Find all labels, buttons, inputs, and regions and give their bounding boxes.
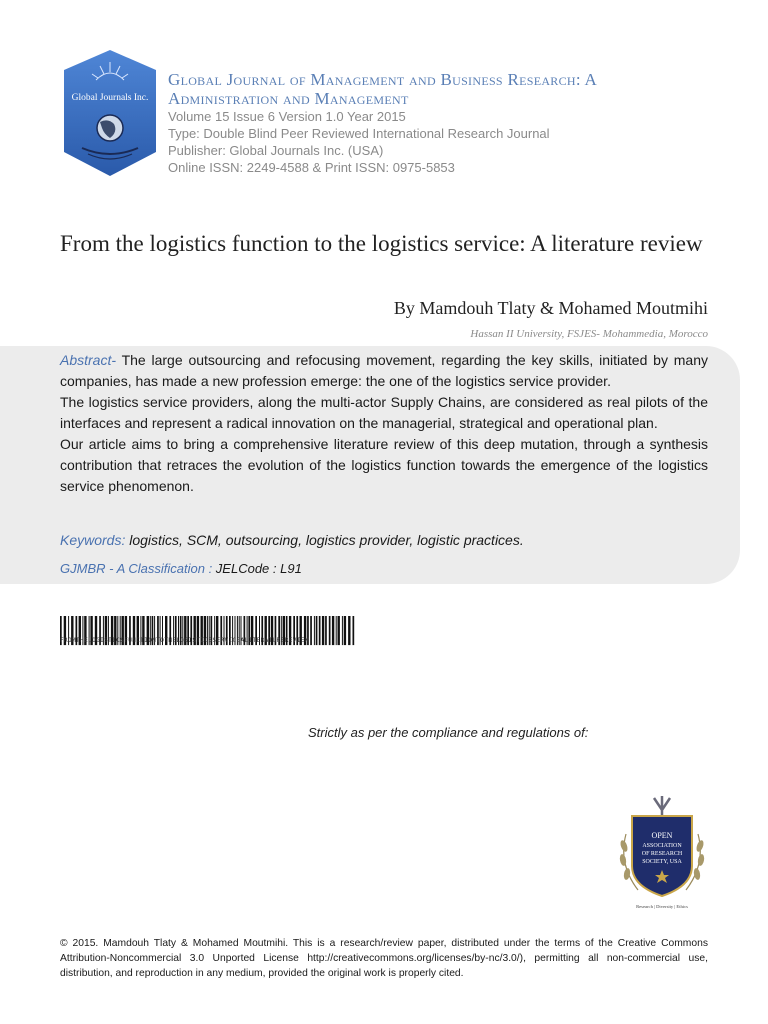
compliance-statement: Strictly as per the compliance and regulations of: (308, 725, 589, 740)
journal-volume: Volume 15 Issue 6 Version 1.0 Year 2015 (168, 109, 406, 124)
abstract-label: Abstract- (60, 352, 117, 368)
keywords-label: Keywords: (60, 532, 126, 548)
barcode-caption: FROMTHELOGISTICSFUNCTIONTOTHELOGISTICSSERVICEALITERATUREREVIEW (60, 637, 309, 644)
paper-affiliation: Hassan II University, FSJES- Mohammedia, Morocco (470, 328, 708, 340)
logo-text: Global Journals Inc. (71, 93, 149, 103)
journal-type: Type: Double Blind Peer Reviewed International Research Journal (168, 126, 550, 141)
copyright-notice: © 2015. Mamdouh Tlaty & Mohamed Moutmihi. This is a research/review paper, distributed under the terms of the Creative Commons Attribution-Noncommercial 3.0 Unported License http://creativecommons.org/licenses/by-nc/3.0/), permitting all non-commercial use, distribution, and reproduction in any medium, provided the original work is properly cited. (60, 938, 708, 979)
keywords (60, 530, 708, 550)
seal-line-1: OPEN (651, 831, 673, 840)
abstract (60, 350, 708, 497)
journal-publisher: Publisher: Global Journals Inc. (USA) (168, 143, 384, 158)
paper-title: From the logistics function to the logistics service: A literature review (60, 231, 703, 256)
oars-seal (612, 794, 712, 912)
paper-authors: By Mamdouh Tlaty & Mohamed Moutmihi (393, 298, 708, 318)
seal-line-4: SOCIETY, USA (642, 859, 682, 865)
keywords-value: logistics, SCM, outsourcing, logistics provider, logistic practices. (125, 532, 524, 548)
classification-value: JELCode : L91 (212, 561, 302, 576)
abstract-paragraph-2: The logistics service providers, along the multi-actor Supply Chains, are considered as real pilots of the interfaces and represent a radical innovation on the managerial, strategical and operational plan. (60, 394, 708, 431)
journal-header (168, 70, 728, 176)
journal-issn: Online ISSN: 2249-4588 & Print ISSN: 0975-5853 (168, 160, 455, 175)
journal-title-line1: Global Journal of Management and Business Research: A (168, 70, 598, 89)
journal-logo (60, 48, 160, 178)
abstract-paragraph-1: The large outsourcing and refocusing movement, regarding the key skills, initiated by many companies, has made a new profession emerge: the one of the logistics service provider. (60, 352, 708, 389)
seal-footer: Research | Diversity | Ethics (636, 904, 688, 909)
abstract-paragraph-3: Our article aims to bring a comprehensive literature review of this deep mutation, through a synthesis contribution that retraces the evolution of the logistics function towards the emergence of the logistics service phenomenon. (60, 436, 708, 494)
classification-label: GJMBR - A Classification : (60, 561, 213, 576)
journal-title-line2: Administration and Management (168, 89, 409, 108)
seal-line-3: OF RESEARCH (641, 851, 683, 857)
seal-line-2: ASSOCIATION (642, 843, 682, 849)
classification (60, 559, 708, 579)
